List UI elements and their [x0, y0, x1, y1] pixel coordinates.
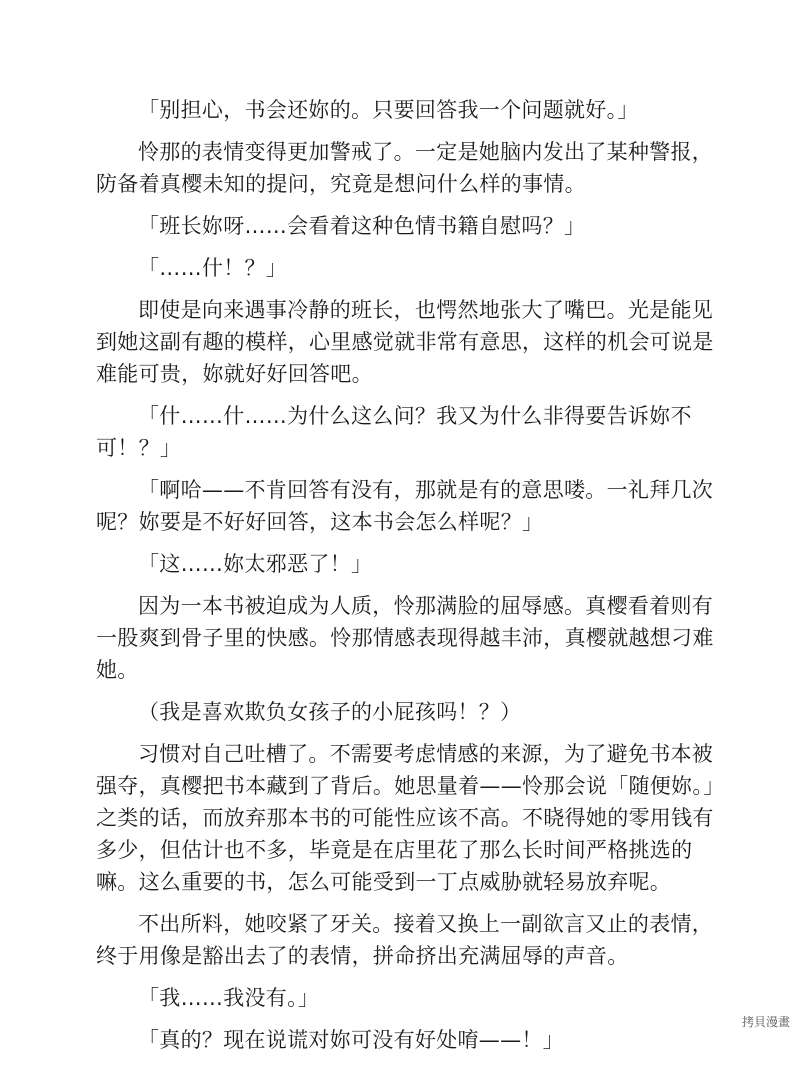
paragraph-14: 「真的？现在说谎对妳可没有好处唷——！」	[138, 1028, 564, 1052]
paragraph-12: 不出所料，她咬紧了牙关。接着又换上一副欲言又止的表情，终于用像是豁出去了的表情，拼命挤出充满屈辱的声音。	[96, 912, 714, 968]
paragraph-9: 因为一本书被迫成为人质，怜那满脸的屈辱感。真樱看着则有一股爽到骨子里的快感。怜那情感表现得越丰沛，真樱就越想刁难她。	[96, 594, 714, 682]
watermark: 拷貝漫畫	[741, 1015, 790, 1029]
paragraph-8: 「这……妳太邪恶了！」	[138, 552, 373, 576]
paragraph-10: （我是喜欢欺负女孩子的小屁孩吗！？）	[138, 700, 522, 724]
paragraph-3: 「班长妳呀……会看着这种色情书籍自慰吗？」	[138, 214, 586, 238]
paragraph-2: 怜那的表情变得更加警戒了。一定是她脑内发出了某种警报，防备着真樱未知的提问，究竟是想问什么样的事情。	[96, 140, 714, 196]
paragraph-5: 即使是向来遇事冷静的班长，也愕然地张大了嘴巴。光是能见到她这副有趣的模样，心里感觉就非常有意思，这样的机会可说是难能可贵，妳就好好回答吧。	[96, 298, 714, 386]
paragraph-11: 习惯对自己吐槽了。不需要考虑情感的来源，为了避免书本被强夺，真樱把书本藏到了背后。她思量着——怜那会说「随便妳。」之类的话，而放弃那本书的可能性应该不高。不晓得她的零用钱有多少，但估计也不多，毕竟是在店里花了那么长时间严格挑选的嘛。这么重要的书，怎么可能受到一丁点威胁就轻易放弃呢。	[96, 742, 714, 894]
paragraph-4: 「……什！？」	[138, 256, 288, 280]
paragraph-1: 「别担心，书会还妳的。只要回答我一个问题就好。」	[138, 98, 639, 122]
paragraph-13: 「我……我没有。」	[138, 986, 320, 1010]
paragraph-7: 「啊哈——不肯回答有没有，那就是有的意思喽。一礼拜几次呢？妳要是不好好回答，这本书会怎么样呢？」	[96, 478, 714, 534]
paragraph-6: 「什……什……为什么这么问？我又为什么非得要告诉妳不可！？」	[96, 404, 692, 460]
text-body	[96, 94, 716, 1066]
